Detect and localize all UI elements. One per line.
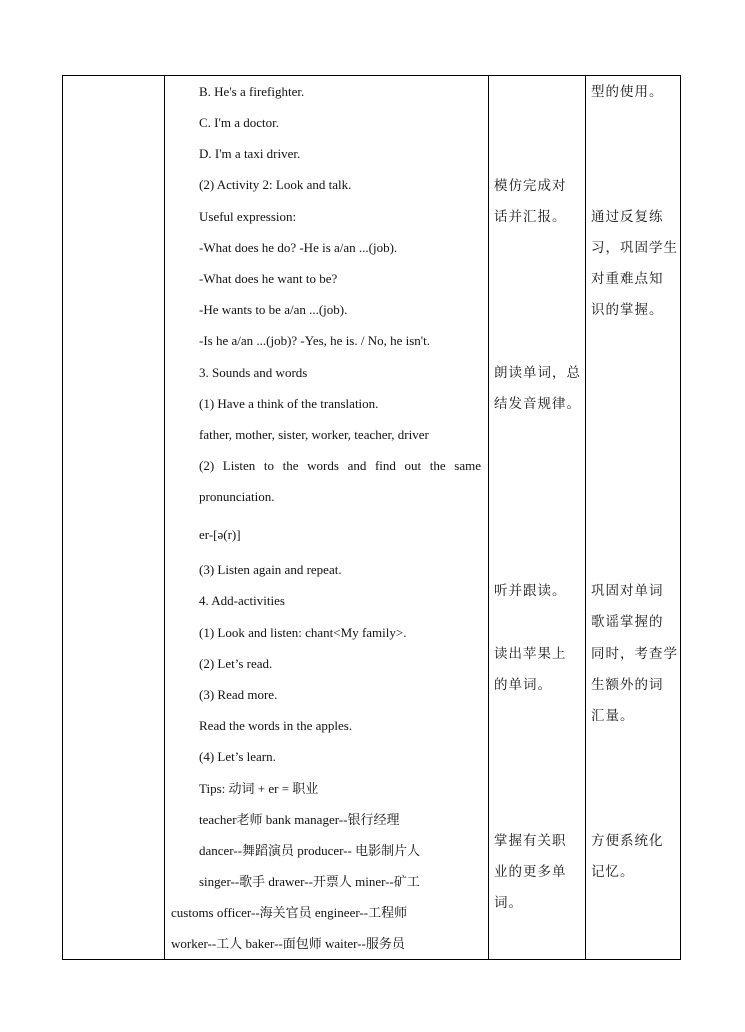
student-text: 业的更多单 (494, 864, 567, 880)
student-text: 听并跟读。 (494, 583, 567, 599)
step-line: (4) Let’s learn. (199, 749, 276, 764)
step-line: father, mother, sister, worker, teacher, driver (199, 427, 429, 442)
step-line: C. I'm a doctor. (199, 115, 279, 130)
student-text: 的单词。 (494, 677, 552, 693)
phonetic-line: er-[ə(r)] (199, 527, 241, 542)
student-text: 模仿完成对 (494, 178, 567, 194)
purpose-text: 通过反复练 (591, 209, 664, 225)
purpose-text: 习，巩固学生 (591, 240, 678, 256)
step-line: (2) Let’s read. (199, 656, 273, 671)
purpose-text: 同时，考查学 (591, 646, 678, 662)
section-heading: 4. Add-activities (199, 593, 285, 608)
purpose-text: 歌谣掌握的 (591, 614, 664, 630)
purpose-text: 识的掌握。 (591, 302, 664, 318)
vocab-line: worker--工人 baker--面包师 waiter--服务员 (171, 936, 405, 951)
purpose-text: 汇量。 (591, 708, 635, 724)
step-line: D. I'm a taxi driver. (199, 146, 301, 161)
step-line: (3) Listen again and repeat. (199, 562, 342, 577)
step-line: pronunciation. (199, 489, 275, 504)
column-divider-1 (164, 75, 165, 960)
column-divider-2 (488, 75, 489, 960)
vocab-line: customs officer--海关官员 engineer--工程师 (171, 905, 408, 920)
step-line: (1) Look and listen: chant<My family>. (199, 625, 407, 640)
step-line: -What does he do? -He is a/an ...(job). (199, 240, 398, 255)
tips-line: Tips: 动词 + er = 职业 (199, 781, 319, 796)
student-text: 朗读单词，总 (494, 365, 581, 381)
step-line: (3) Read more. (199, 687, 278, 702)
student-text: 词。 (494, 895, 523, 911)
purpose-text: 方便系统化 (591, 833, 664, 849)
section-heading: 3. Sounds and words (199, 365, 308, 380)
step-line: Read the words in the apples. (199, 718, 353, 733)
vocab-line: dancer--舞蹈演员 producer-- 电影制片人 (199, 843, 421, 858)
step-line: -He wants to be a/an ...(job). (199, 302, 348, 317)
step-line: -Is he a/an ...(job)? -Yes, he is. / No, he isn't. (199, 333, 431, 348)
vocab-line: singer--歌手 drawer--开票人 miner--矿工 (199, 874, 420, 889)
step-line: Useful expression: (199, 209, 297, 224)
purpose-text: 巩固对单词 (591, 583, 664, 599)
step-line: -What does he want to be? (199, 271, 338, 286)
student-text: 结发音规律。 (494, 396, 581, 412)
purpose-text: 型的使用。 (591, 84, 664, 100)
column-divider-3 (585, 75, 586, 960)
step-line: (1) Have a think of the translation. (199, 396, 379, 411)
step-line: (2) Listen to the words and find out the same (199, 458, 481, 473)
student-text: 话并汇报。 (494, 209, 567, 225)
step-line: B. He's a firefighter. (199, 84, 305, 99)
step-line: (2) Activity 2: Look and talk. (199, 177, 352, 192)
student-text: 掌握有关职 (494, 833, 567, 849)
purpose-text: 对重难点知 (591, 271, 664, 287)
vocab-line: teacher老师 bank manager--银行经理 (199, 812, 400, 827)
purpose-text: 记忆。 (591, 864, 635, 880)
student-text: 读出苹果上 (494, 646, 567, 662)
purpose-text: 生额外的词 (591, 677, 664, 693)
